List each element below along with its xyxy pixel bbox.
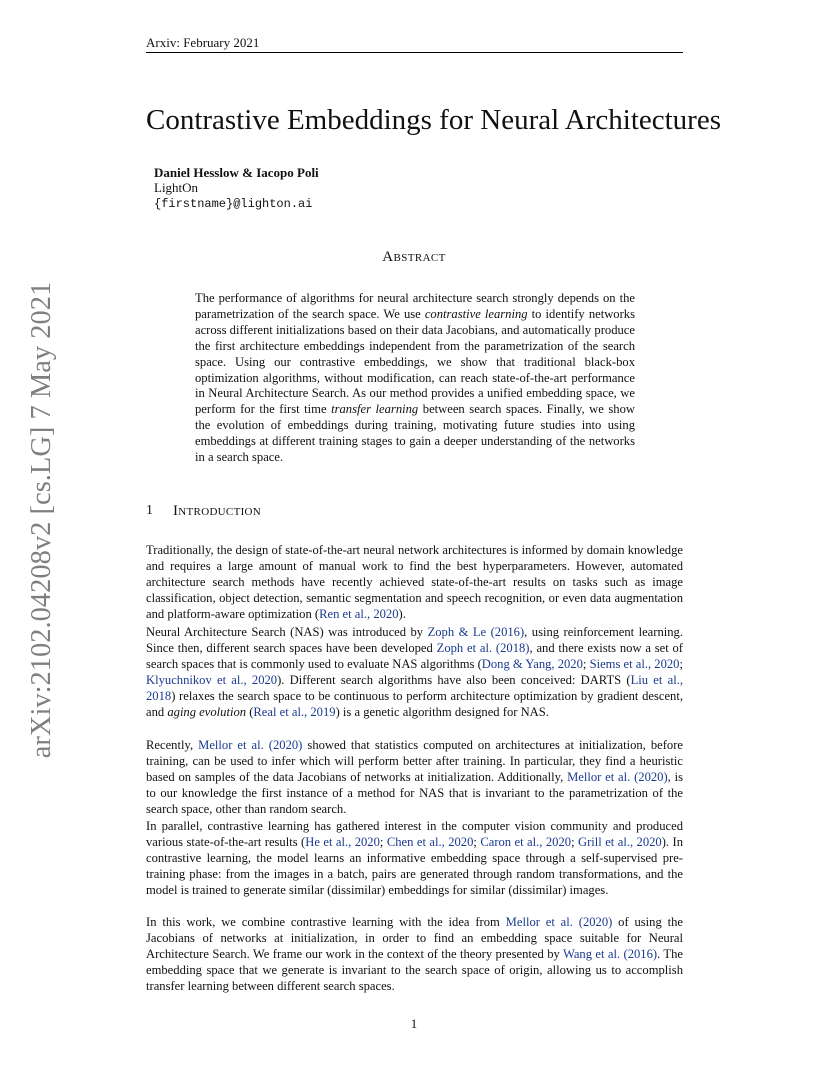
running-header: Arxiv: February 2021	[146, 35, 260, 50]
citation-link[interactable]: Mellor et al. (2020)	[505, 915, 613, 929]
abstract-emphasis: transfer learning	[331, 402, 419, 417]
affiliation: LightOn	[154, 180, 199, 195]
citation-link[interactable]: He et al., 2020	[305, 834, 380, 849]
page-number: 1	[410, 1016, 418, 1031]
authors: Daniel Hesslow & Iacopo Poli	[154, 165, 319, 180]
citation-link[interactable]: Zoph et al. (2018)	[436, 640, 530, 655]
citation-link[interactable]: Liu et al., 2018	[146, 672, 683, 703]
citation-link[interactable]: Chen et al., 2020	[386, 834, 474, 849]
author-email	[154, 195, 312, 211]
abstract-heading: ABSTRACT	[382, 249, 446, 265]
paragraph-3: Recently, Mellor et al. (2020) showed that statistics computed on architectures at initialization, before training, can be used to infer which will perform better after training. In particular, they find a heuristic based on samples of the data Jacobians of networks at initialization. Additionally, Mellor et al. (2020), is to our knowledge the first instance of a method for NAS that is invariant to the parametrization of the search space, other than random search.	[146, 738, 684, 816]
citation-link[interactable]: Mellor et al. (2020)	[567, 769, 668, 784]
citation-link[interactable]: Klyuchnikov et al., 2020	[146, 672, 278, 687]
citation-link[interactable]: Caron et al., 2020	[480, 834, 572, 849]
citation-link[interactable]: Wang et al. (2016)	[562, 946, 658, 961]
paragraph-5: In this work, we combine contrastive learning with the idea from Mellor et al. (2020) of using the Jacobians of networks at initialization, in order to find an embedding space suitable for Neural Architecture Search. We frame our work in the context of the theory presented by Wang et al. (2016). The embedding space that we generate is invariant to the search space of origin, allowing us to accomplish transfer learning between different search spaces.	[146, 915, 683, 993]
section-title: INTRODUCTION	[173, 503, 262, 519]
citation-link[interactable]: Mellor et al. (2020)	[198, 738, 303, 752]
citation-link[interactable]: Zoph & Le (2016)	[427, 625, 525, 639]
section-number: 1	[146, 503, 153, 518]
emphasis-text: aging evolution	[167, 704, 247, 719]
citation-link[interactable]: Siems et al., 2020	[589, 656, 680, 671]
abstract-emphasis: contrastive learning	[424, 306, 528, 321]
abstract-body: The performance of algorithms for neural architecture search strongly depends on the parametrization of the search space. We use contrastive learning to identify networks across different initializations based on their data Jacobians, and automatically produce the first architecture embeddings independent from the parametrization of the search space. Using our contrastive embeddings, we show that traditional black-box optimization algorithms, without modification, can reach state-of-the-art performance in Neural Architecture Search. As our method provides a unified embedding space, we perform for the first time transfer learning between search spaces. Finally, we show the evolution of embeddings during training, motivating future studies into using embeddings at different training stages to gain a deeper understanding of the networks in a search space.	[195, 291, 635, 465]
email-text: {firstname}@lighton.ai	[154, 197, 313, 211]
paper-title: Contrastive Embeddings for Neural Architectures	[146, 104, 722, 136]
arxiv-identifier: arXiv:2102.04208v2 [cs.LG] 7 May 2021	[26, 281, 57, 759]
citation-link[interactable]: Real et al., 2019	[253, 704, 336, 719]
paragraph-2: Neural Architecture Search (NAS) was introduced by Zoph & Le (2016), using reinforcement learning. Since then, different search spaces have been developed Zoph et al. (2018), and there exists now a set of search spaces that is commonly used to evaluate NAS algorithms (Dong & Yang, 2020; Siems et al., 2020; Klyuchnikov et al., 2020). Different search algorithms have also been conceived: DARTS (Liu et al., 2018) relaxes the search space to be continuous to perform architecture optimization by gradient descent, and aging evolution (Real et al., 2019) is a genetic algorithm designed for NAS.	[146, 625, 684, 719]
header-rule	[146, 52, 683, 53]
paragraph-4: In parallel, contrastive learning has gathered interest in the computer vision community and produced various state-of-the-art results (He et al., 2020; Chen et al., 2020; Caron et al., 2020; Grill et al., 2020). In contrastive learning, the model learns an informative embedding space through a self-supervised pre-training phase: from the images in a batch, pairs are generated through random transformations, and the model is trained to generate similar (dissimilar) embeddings for similar (dissimilar) images.	[146, 819, 683, 897]
citation-link[interactable]: Dong & Yang, 2020	[481, 656, 583, 671]
citation-link[interactable]: Ren et al., 2020	[319, 606, 399, 621]
citation-link[interactable]: Grill et al., 2020	[578, 834, 662, 849]
paragraph-1: Traditionally, the design of state-of-the-art neural network architectures is informed by domain knowledge and requires a large amount of manual work to find the best hyperparameters. However, automated architecture search methods have recently achieved state-of-the-art results on tasks such as image classification, object detection, semantic segmentation and speech recognition, or even data augmentation and platform-aware optimization (Ren et al., 2020).	[146, 543, 683, 621]
